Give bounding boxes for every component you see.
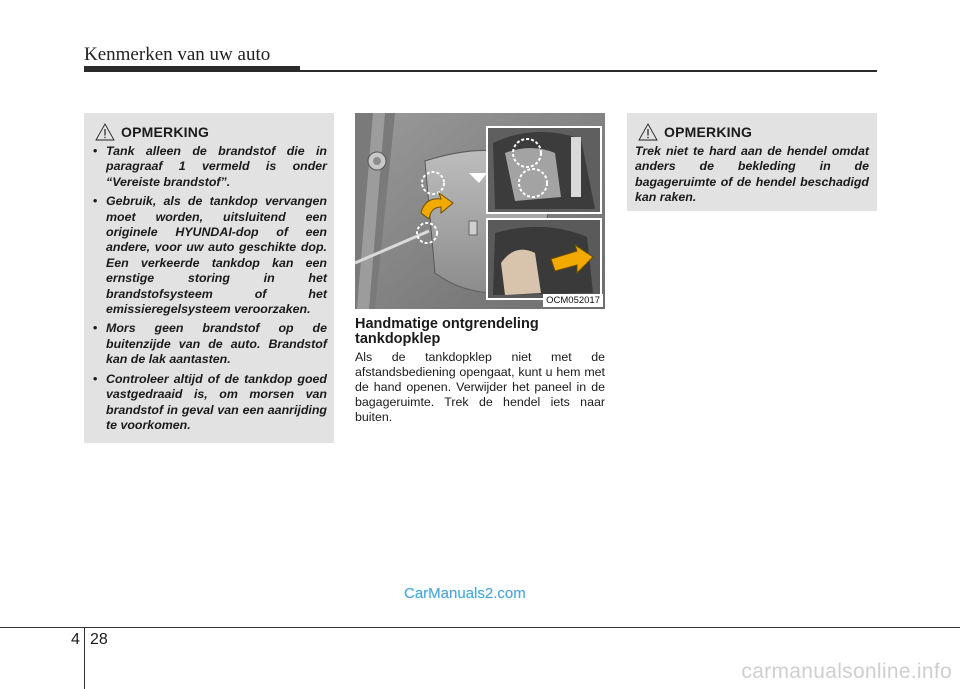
notice-item: • Controleer altijd of de tankdop goed vastgedraaid is, om morsen van brandstof in geval van een aanrijding te voorkomen. <box>92 372 327 434</box>
notice-header-right <box>635 123 869 141</box>
notice-title-left: OPMERKING <box>121 124 210 140</box>
warning-triangle-icon <box>638 123 658 141</box>
footer-site-watermark: carmanualsonline.info <box>741 660 952 683</box>
fuel-door-illustration <box>355 113 605 309</box>
notice-title-right: OPMERKING <box>664 124 753 140</box>
watermark-link[interactable]: CarManuals2.com <box>404 585 526 602</box>
notice-text-right: Trek niet te hard aan de hendel omdat anders de bekleding in de bagageruimte of de hendel beschadigd kan raken. <box>635 144 869 205</box>
page-number: 28 <box>90 631 108 648</box>
notice-item: • Gebruik, als de tankdop vervangen moet worden, uitsluitend een originele HYUNDAI-dop of een andere, voor uw auto geschikte dop. Een verkeerde tankdop kan een ernstige storing in het brandstofsysteem of het emissieregelsysteem veroorzaken. <box>92 194 327 317</box>
fuel-door-release-figure <box>355 113 605 309</box>
section-heading: Handmatige ontgrendeling tankdopklep <box>355 316 539 347</box>
notice-header-left <box>92 123 327 141</box>
header-bar-thick <box>84 66 300 72</box>
chapter-number: 4 <box>71 631 80 648</box>
notice-item: • Tank alleen de brandstof die in paragraaf 1 vermeld is onder “Vereiste brandstof”. <box>92 144 327 190</box>
footer-divider-horizontal <box>0 627 960 628</box>
section-body: Als de tankdopklep niet met de afstandsbediening opengaat, kunt u hem met de hand openen. Verwijder het paneel in de bagageruimte. Trek de hendel iets naar buiten. <box>355 350 605 424</box>
warning-triangle-icon <box>95 123 115 141</box>
figure-code: OCM052017 <box>543 294 603 307</box>
page-header-title: Kenmerken van uw auto <box>84 44 271 65</box>
notice-box-left <box>84 113 334 443</box>
header-bar-thin <box>300 70 877 72</box>
notice-list-left <box>92 144 327 433</box>
footer-divider-vertical <box>84 627 85 689</box>
notice-box-right <box>627 113 877 211</box>
notice-item: • Mors geen brandstof op de buitenzijde van de auto. Brandstof kan de lak aantasten. <box>92 321 327 367</box>
